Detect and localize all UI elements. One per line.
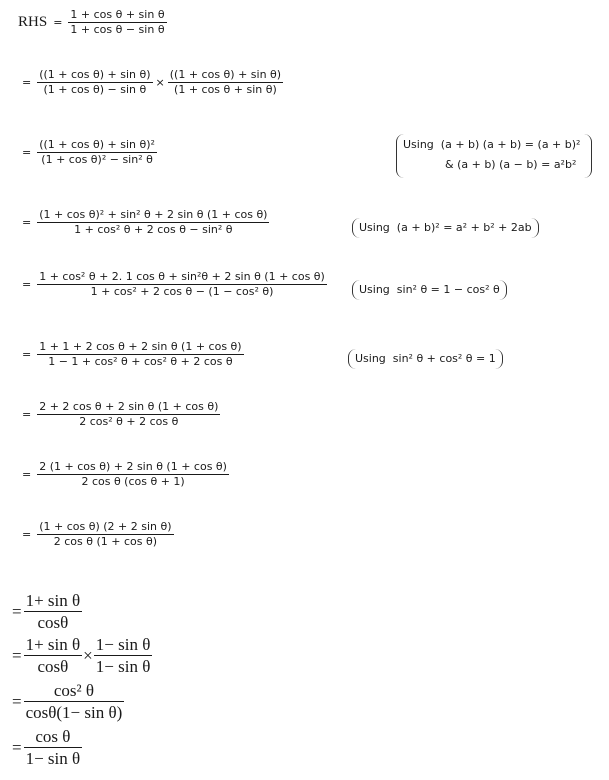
numerator: (1 + cos θ) (2 + 2 sin θ): [39, 520, 172, 533]
step-1: [22, 68, 283, 97]
step-6: [22, 400, 220, 429]
fraction: [37, 270, 327, 299]
fraction: [68, 8, 166, 37]
denominator: 1 − 1 + cos² θ + cos² θ + 2 cos θ: [48, 354, 233, 368]
step-11: [12, 680, 124, 724]
denominator: 1− sin θ: [25, 749, 81, 769]
numerator: 1+ sin θ: [25, 591, 81, 610]
equals-sign: =: [12, 645, 22, 665]
denominator: 2 cos θ (1 + cos θ): [53, 534, 157, 548]
step-8: [22, 520, 174, 549]
fraction: [24, 634, 83, 678]
identity-note: [352, 218, 539, 238]
numerator: cos θ: [35, 727, 71, 746]
equals-sign: =: [22, 467, 32, 481]
denominator: (1 + cos θ)² − sin² θ: [41, 152, 153, 166]
identity-note: [396, 134, 592, 178]
numerator: 1+ sin θ: [25, 635, 81, 654]
step-9: [12, 590, 82, 634]
denominator: (1 + cos θ) − sin θ: [43, 82, 147, 96]
numerator: cos² θ: [53, 681, 95, 700]
denominator: (1 + cos θ + sin θ): [174, 82, 277, 96]
numerator: ((1 + cos θ) + sin θ)²: [39, 138, 155, 151]
equals-sign: =: [22, 347, 32, 361]
numerator: 1 + cos θ + sin θ: [70, 8, 165, 21]
equals-sign: =: [22, 407, 32, 421]
fraction: [37, 340, 243, 369]
denominator: 2 cos θ (cos θ + 1): [81, 474, 185, 488]
numerator: (1 + cos θ)² + sin² θ + 2 sin θ (1 + cos θ): [39, 208, 268, 221]
denominator: 1 + cos² θ + 2 cos θ − sin² θ: [74, 222, 233, 236]
numerator: ((1 + cos θ) + sin θ): [39, 68, 151, 81]
fraction: [37, 138, 157, 167]
fraction: [168, 68, 283, 97]
denominator: 2 cos² θ + 2 cos θ: [79, 414, 179, 428]
fraction: [37, 400, 220, 429]
equals-sign: =: [12, 737, 22, 757]
fraction: [37, 520, 173, 549]
numerator: ((1 + cos θ) + sin θ): [169, 68, 282, 81]
identity-note: [352, 280, 507, 300]
step-2: [22, 138, 157, 167]
equals-sign: =: [12, 691, 22, 711]
numerator: 2 + 2 cos θ + 2 sin θ (1 + cos θ): [39, 400, 219, 413]
note-line-1: Using (a + b) (a + b) = (a + b)²: [403, 138, 581, 151]
fraction: [37, 68, 152, 97]
equals-sign: =: [22, 145, 32, 159]
rhs-label: RHS: [18, 13, 48, 30]
denominator: cosθ(1− sin θ): [25, 703, 123, 723]
step-3: [22, 208, 269, 237]
step-10: [12, 634, 152, 678]
fraction: [37, 460, 229, 489]
numerator: 1 + 1 + 2 cos θ + 2 sin θ (1 + cos θ): [39, 340, 242, 353]
denominator: 1− sin θ: [95, 657, 151, 677]
step-7: [22, 460, 229, 489]
numerator: 2 (1 + cos θ) + 2 sin θ (1 + cos θ): [39, 460, 227, 473]
step-5: [22, 340, 244, 369]
fraction: [24, 680, 125, 724]
denominator: 1 + cos² + 2 cos θ − (1 − cos² θ): [90, 284, 274, 298]
denominator: cosθ: [37, 613, 69, 633]
equals-sign: =: [22, 75, 32, 89]
note-text: Using sin² θ + cos² θ = 1: [355, 352, 496, 365]
fraction: [37, 208, 269, 237]
denominator: 1 + cos θ − sin θ: [70, 22, 165, 36]
fraction: [94, 634, 153, 678]
equals-sign: =: [53, 15, 63, 29]
times-sign: ×: [155, 75, 165, 89]
note-text: Using sin² θ = 1 − cos² θ: [359, 283, 500, 296]
step-0: [18, 8, 167, 37]
fraction: [24, 726, 83, 770]
note-text: Using (a + b)² = a² + b² + 2ab: [359, 221, 532, 234]
note-line-2: & (a + b) (a − b) = a²b²: [445, 158, 577, 171]
step-4: [22, 270, 327, 299]
identity-note: [348, 349, 503, 369]
equals-sign: =: [22, 277, 32, 291]
numerator: 1− sin θ: [95, 635, 151, 654]
equals-sign: =: [22, 527, 32, 541]
equals-sign: =: [12, 601, 22, 621]
denominator: cosθ: [37, 657, 69, 677]
step-12: [12, 726, 82, 770]
fraction: [24, 590, 83, 634]
equals-sign: =: [22, 215, 32, 229]
numerator: 1 + cos² θ + 2. 1 cos θ + sin²θ + 2 sin θ (1 + cos θ): [39, 270, 325, 283]
times-sign: ×: [83, 645, 93, 665]
